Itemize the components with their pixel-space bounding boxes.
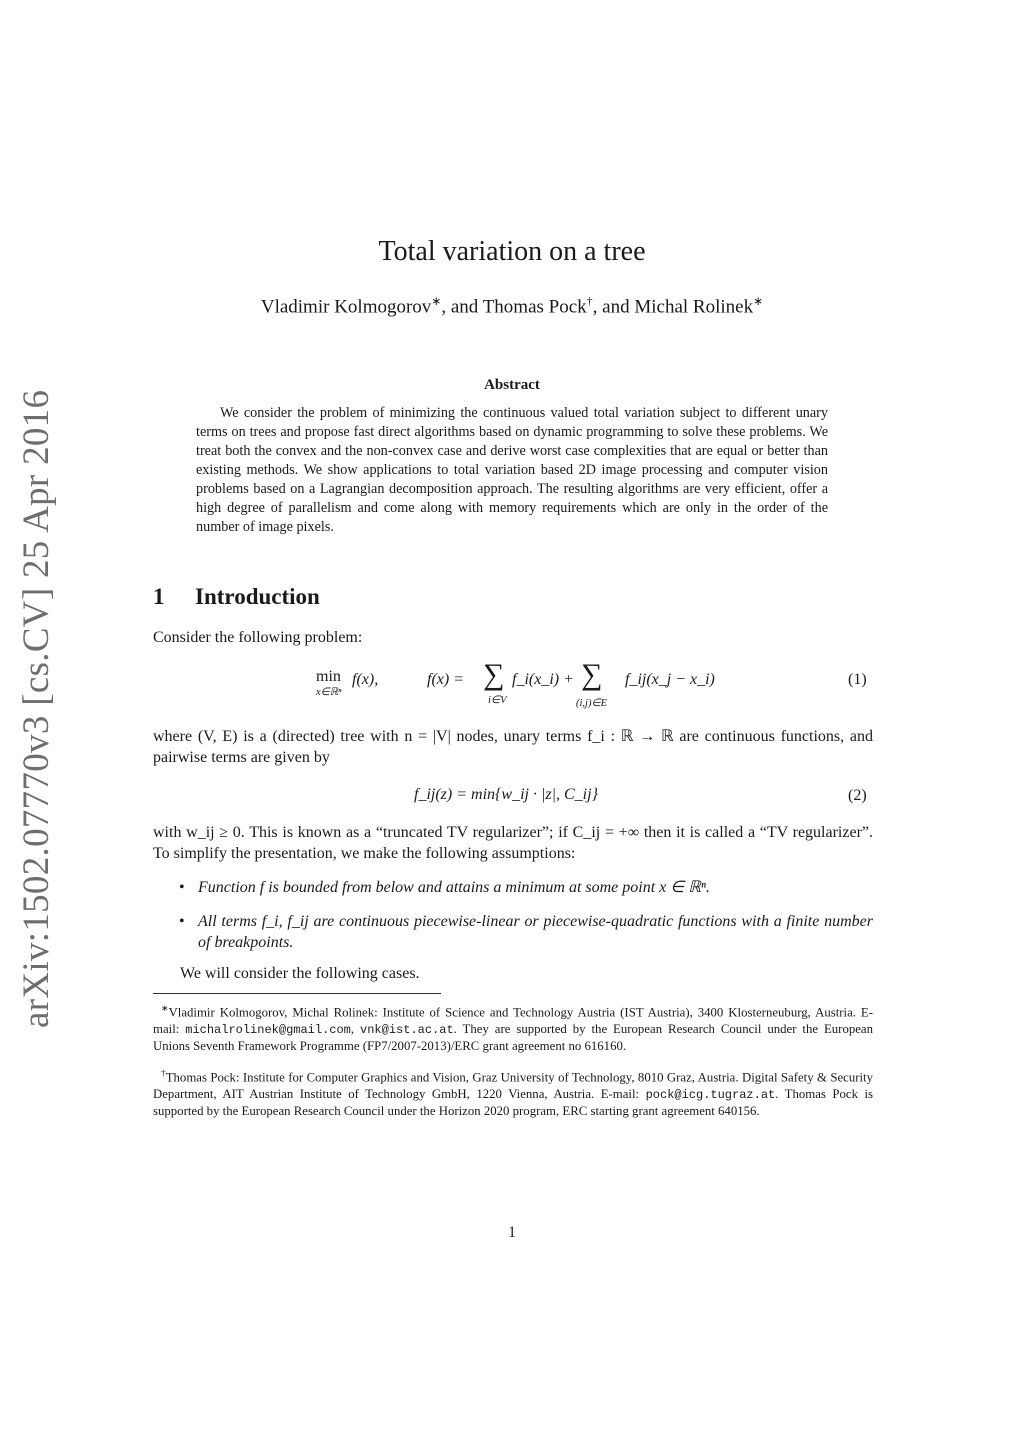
bullet-text: Function f is bounded from below and attains a minimum at some point x ∈ ℝⁿ. [198,879,710,896]
author-mark: ∗ [431,294,442,308]
author-mark: ∗ [753,294,764,308]
paper-title: Total variation on a tree [378,236,646,267]
author-pock: Thomas Pock [482,296,587,318]
footnote-rule [153,993,441,994]
equation-2: f_ij(z) = min{w_ij · |z|, C_ij} [414,786,598,803]
author-kolmogorov: Vladimir Kolmogorov [260,296,432,318]
assumption-bullet [179,878,873,899]
section-number: 1 [153,584,165,609]
eq1-term2: f_ij(x_j − x_i) [625,671,715,688]
bullet-dot: • [179,913,185,930]
eq1-sum-symbol: ∑ [581,658,603,691]
eq1-lhs: f(x), [352,671,379,688]
bullet-dot: • [179,879,185,896]
abstract-body: We consider the problem of minimizing the continuous valued total variation subject to different unary terms on trees and propose fast direct algorithms based on dynamic programming to solve these problems. We treat both the convex and the non-convex case and derive worst case complexities that are equal or better than existing methods. We show applications to total variation based 2D image processing and computer vision problems based on a Lagrangian decomposition approach. The resulting algorithms are very efficient, offer a high degree of parallelism and come along with memory requirements which are only in the order of the number of image pixels. [196,405,828,535]
email-link[interactable]: vnk@ist.ac.at [360,1022,454,1037]
author-separator: , and [441,296,483,318]
footnote-text: Vladimir Kolmogorov, Michal Rolinek: Institute of Science and Technology Austria (IST Austria), 3400 Klosterneuburg, Austria. E-mail: [153,1005,873,1036]
footnote-mark: † [161,1068,166,1078]
author-list [0,294,1024,318]
author-separator: , and [592,296,635,318]
footnote-text: Thomas Pock: Institute for Computer Graphics and Vision, Graz University of Technology, 8010 Graz, Austria. Digital Safety & Security Department, AIT Austrian Institute of Technology GmbH, 1220 Vienna, Austria. E-mail: [153,1070,874,1101]
eq1-min: min [316,668,341,685]
eq1-rhs: f(x) = [427,671,464,688]
abstract-heading: Abstract [484,377,540,393]
assumption-bullet [179,912,873,953]
eq1-term1: f_i(x_i) + [512,671,574,688]
equation-number-2: (2) [848,787,867,804]
eq1-min-subscript: x∈ℝⁿ [316,687,342,698]
eq1-sum2-subscript: (i,j)∈E [576,698,608,709]
section-title: Introduction [195,584,320,609]
intro-paragraph-1: Consider the following problem: [153,629,363,646]
eq1-sum1-subscript: i∈V [488,695,507,706]
page-number: 1 [508,1224,516,1241]
intro-paragraph-4: We will consider the following cases. [180,965,420,982]
author-mark: † [586,294,593,308]
equation-number-1: (1) [848,671,867,688]
email-link[interactable]: pock@icg.tugraz.at [645,1087,776,1102]
footnote-1 [153,1000,873,1054]
intro-paragraph-2: where (V, E) is a (directed) tree with n = |V| nodes, unary terms f_i : ℝ → ℝ are continuous functions, and pairwise terms are given by [153,728,873,766]
eq1-sum-symbol: ∑ [483,658,505,691]
footnote-text: . Thomas Pock is supported by the European Research Council under the Horizon 2020 program, ERC starting grant agreement 640156. [153,1086,873,1118]
author-rolinek: Michal Rolinek [634,296,754,318]
footnote-text: . They are supported by the European Research Council under the European Unions Seventh Framework Programme (FP7/2007-2013)/ERC grant agreement no 616160. [153,1021,873,1053]
section-heading [153,584,320,610]
bullet-text: All terms f_i, f_ij are continuous piecewise-linear or piecewise-quadratic functions with a finite number of breakpoints. [198,913,873,951]
intro-paragraph-3: with w_ij ≥ 0. This is known as a “truncated TV regularizer”; if C_ij = +∞ then it is called a “TV regularizer”. To simplify the presentation, we make the following assumptions: [153,824,873,862]
email-link[interactable]: michalrolinek@gmail.com [185,1022,351,1037]
footnote-mark: ∗ [161,1003,169,1013]
footnote-text: , [350,1021,361,1036]
arxiv-stamp: arXiv:1502.07770v3 [cs.CV] 25 Apr 2016 [16,389,57,1028]
footnote-2 [153,1065,873,1119]
